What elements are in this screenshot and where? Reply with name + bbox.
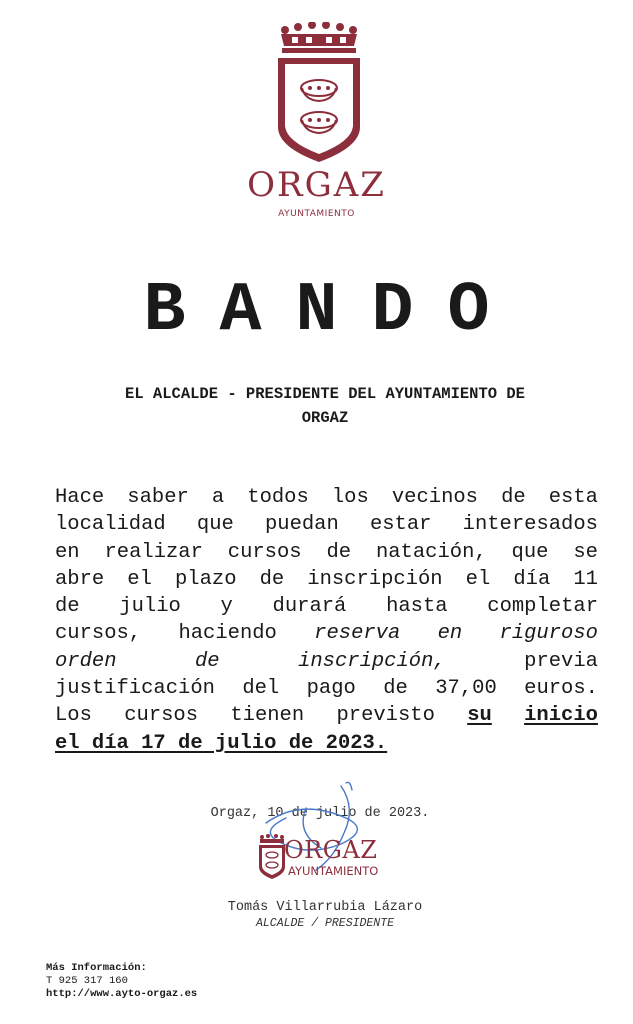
footer-contact	[46, 962, 197, 1001]
stamp-crest-icon	[257, 834, 287, 880]
document-title: BANDO	[143, 272, 524, 351]
subtitle-line: EL ALCALDE - PRESIDENTE DEL AYUNTAMIENTO DE	[125, 385, 525, 403]
subtitle-line: ORGAZ	[301, 409, 349, 427]
body-text	[55, 484, 598, 757]
stamp-subtitle: AYUNTAMIENTO	[288, 864, 379, 878]
footer-phone: T 925 317 160	[46, 975, 128, 987]
footer-url-link[interactable]: http://www.ayto-orgaz.es	[46, 988, 198, 1000]
signer-name: Tomás Villarrubia Lázaro	[227, 900, 423, 915]
crest-logo	[272, 22, 366, 167]
body-line: el día 17 de julio de 2023.	[55, 731, 388, 755]
signing-date: Orgaz, 10 de julio de 2023.	[210, 806, 430, 821]
body-line: en realizar cursos de natación, que se	[55, 540, 598, 564]
body-line: cursos, haciendo reserva en riguroso	[55, 622, 598, 646]
body-line: de julio y durará hasta completar	[55, 595, 598, 619]
body-line: Los cursos tienen previsto su inicio	[55, 704, 598, 728]
body-line: justificación del pago de 37,00 euros.	[55, 677, 598, 701]
footer-label: Más Información:	[46, 962, 147, 974]
stamp-name: ORGAZ	[284, 836, 378, 864]
brand-subtitle: AYUNTAMIENTO	[278, 209, 355, 219]
body-line: orden de inscripción, previa	[55, 649, 598, 673]
signer-role: ALCALDE / PRESIDENTE	[255, 917, 395, 930]
document-subtitle	[55, 382, 595, 430]
brand-name: ORGAZ	[247, 165, 386, 205]
body-line: abre el plazo de inscripción el día 11	[55, 567, 598, 591]
body-line: localidad que puedan estar interesados	[55, 513, 598, 537]
body-line: Hace saber a todos los vecinos de esta	[55, 486, 598, 509]
